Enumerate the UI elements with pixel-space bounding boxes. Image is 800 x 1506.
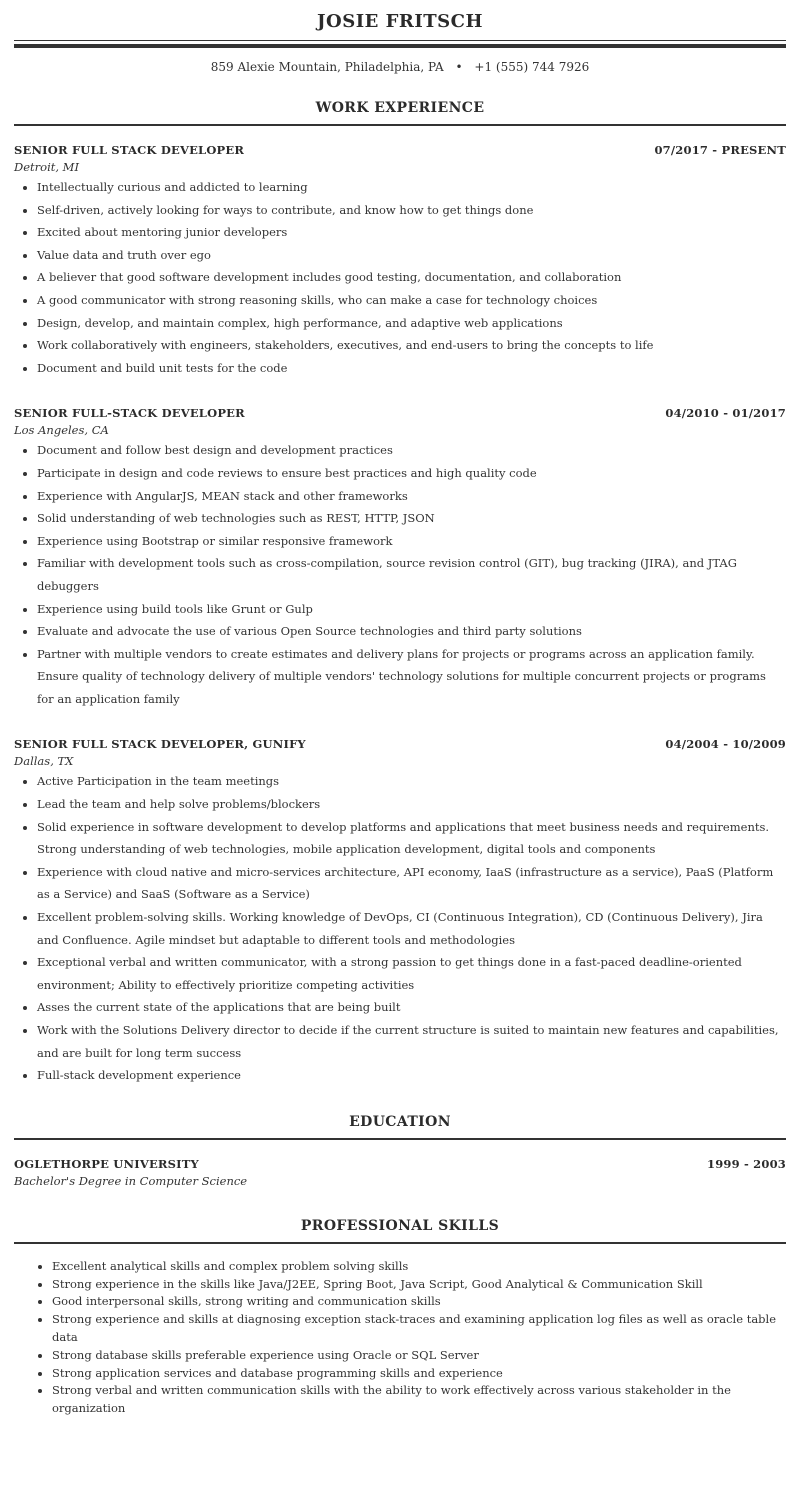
work-experience-section — [14, 99, 786, 1087]
job-header — [14, 142, 786, 158]
list-item: • Experience using build tools like Grunt or Gulp — [37, 598, 786, 621]
skills-section — [14, 1217, 786, 1418]
job-entry — [14, 142, 786, 379]
list-item: • A believer that good software development includes good testing, documentation, and collaboration — [37, 266, 786, 289]
list-item: • Experience with AngularJS, MEAN stack and other frameworks — [37, 485, 786, 508]
school-name: OGLETHORPE UNIVERSITY — [14, 1156, 199, 1171]
list-item: • A good communicator with strong reasoning skills, who can make a case for technology choices — [37, 289, 786, 312]
list-item: • Familiar with development tools such as cross-compilation, source revision control (GIT), bug tracking (JIRA), and JTAG debuggers — [37, 552, 786, 597]
list-item: • Experience with cloud native and micro-services architecture, API economy, IaaS (infrastructure as a service), PaaS (Platform as a Service) and SaaS (Software as a Service) — [37, 861, 786, 906]
section-divider — [14, 1242, 786, 1244]
list-item: • Evaluate and advocate the use of various Open Source technologies and third party solutions — [37, 620, 786, 643]
list-item: • Participate in design and code reviews to ensure best practices and high quality code — [37, 462, 786, 485]
list-item: • Document and build unit tests for the code — [37, 357, 786, 380]
resume-page — [14, 0, 786, 1418]
education-header — [14, 1156, 786, 1172]
list-item: • Strong experience in the skills like Java/J2EE, Spring Boot, Java Script, Good Analytical & Communication Skill — [52, 1276, 786, 1294]
list-item: • Work with the Solutions Delivery director to decide if the current structure is suited to maintain new features and capabilities, and are built for long term success — [37, 1019, 786, 1064]
job-bullets — [14, 770, 786, 1086]
list-item: • Excited about mentoring junior developers — [37, 221, 786, 244]
list-item: • Exceptional verbal and written communicator, with a strong passion to get things done in a fast-paced deadline-oriented environment; Ability to effectively prioritize competing activities — [37, 951, 786, 996]
job-title: SENIOR FULL STACK DEVELOPER, GUNIFY — [14, 737, 306, 752]
section-title-education: EDUCATION — [349, 1113, 451, 1130]
job-bullets — [14, 176, 786, 379]
list-item: • Solid experience in software development to develop platforms and applications that meet business needs and requirements. Strong understanding of web technologies, mobile application development, digital tools and components — [37, 816, 786, 861]
list-item: • Strong database skills preferable experience using Oracle or SQL Server — [52, 1347, 786, 1365]
job-location: Dallas, TX — [14, 754, 74, 769]
contact-line — [14, 59, 786, 75]
list-item: • Intellectually curious and addicted to learning — [37, 176, 786, 199]
section-title-skills: PROFESSIONAL SKILLS — [300, 1217, 500, 1234]
list-item: • Document and follow best design and development practices — [37, 439, 786, 462]
list-item: • Self-driven, actively looking for ways to contribute, and know how to get things done — [37, 199, 786, 222]
list-item: • Asses the current state of the applications that are being built — [37, 996, 786, 1019]
list-item: • Design, develop, and maintain complex, high performance, and adaptive web applications — [37, 312, 786, 335]
phone: +1 (555) 744 7926 — [474, 60, 590, 74]
list-item: • Solid understanding of web technologies such as REST, HTTP, JSON — [37, 507, 786, 530]
job-dates: 04/2004 - 10/2009 — [665, 737, 786, 752]
job-bullets — [14, 439, 786, 710]
section-title-work-experience: WORK EXPERIENCE — [315, 100, 485, 116]
job-location: Detroit, MI — [14, 160, 79, 174]
header-divider-thin — [14, 40, 786, 41]
education-entry — [14, 1156, 786, 1190]
list-item: • Strong application services and database programming skills and experience — [52, 1365, 786, 1383]
job-header — [14, 405, 786, 421]
degree: Bachelor's Degree in Computer Science — [14, 1173, 248, 1188]
list-item: • Lead the team and help solve problems/blockers — [37, 793, 786, 816]
education-dates: 1999 - 2003 — [707, 1156, 786, 1171]
skills-list — [14, 1258, 786, 1418]
education-section — [14, 1113, 786, 1190]
candidate-name: JOSIE FRITSCH — [317, 11, 483, 32]
list-item: • Partner with multiple vendors to create estimates and delivery plans for projects or programs across an application family. Ensure quality of technology delivery of multiple vendors' technology solutions for multiple concurrent projects or programs for an application family — [37, 643, 786, 711]
job-entry — [14, 736, 786, 1086]
section-divider — [14, 124, 786, 126]
list-item: • Experience using Bootstrap or similar responsive framework — [37, 530, 786, 553]
header-divider-thick — [14, 44, 786, 48]
separator-bullet: • — [455, 60, 463, 74]
address: 859 Alexie Mountain, Philadelphia, PA — [210, 60, 444, 74]
list-item: • Active Participation in the team meetings — [37, 770, 786, 793]
list-item: • Full-stack development experience — [37, 1064, 786, 1087]
job-dates: 07/2017 - PRESENT — [654, 143, 786, 157]
job-entry — [14, 405, 786, 710]
job-title: SENIOR FULL-STACK DEVELOPER — [14, 406, 245, 421]
list-item: • Strong verbal and written communication skills with the ability to work effectively across various stakeholder in the organization — [52, 1382, 786, 1418]
job-header — [14, 736, 786, 752]
list-item: • Good interpersonal skills, strong writing and communication skills — [52, 1293, 786, 1311]
job-location: Los Angeles, CA — [14, 423, 109, 438]
list-item: • Work collaboratively with engineers, stakeholders, executives, and end-users to bring the concepts to life — [37, 334, 786, 357]
list-item: • Excellent analytical skills and complex problem solving skills — [52, 1258, 786, 1276]
job-dates: 04/2010 - 01/2017 — [665, 406, 786, 421]
list-item: • Value data and truth over ego — [37, 244, 786, 267]
section-divider — [14, 1138, 786, 1140]
job-title: SENIOR FULL STACK DEVELOPER — [14, 143, 245, 157]
list-item: • Excellent problem-solving skills. Working knowledge of DevOps, CI (Continuous Integration), CD (Continuous Delivery), Jira and Confluence. Agile mindset but adaptable to different tools and methodologies — [37, 906, 786, 951]
list-item: • Strong experience and skills at diagnosing exception stack-traces and examining application log files as well as oracle table data — [52, 1311, 786, 1347]
